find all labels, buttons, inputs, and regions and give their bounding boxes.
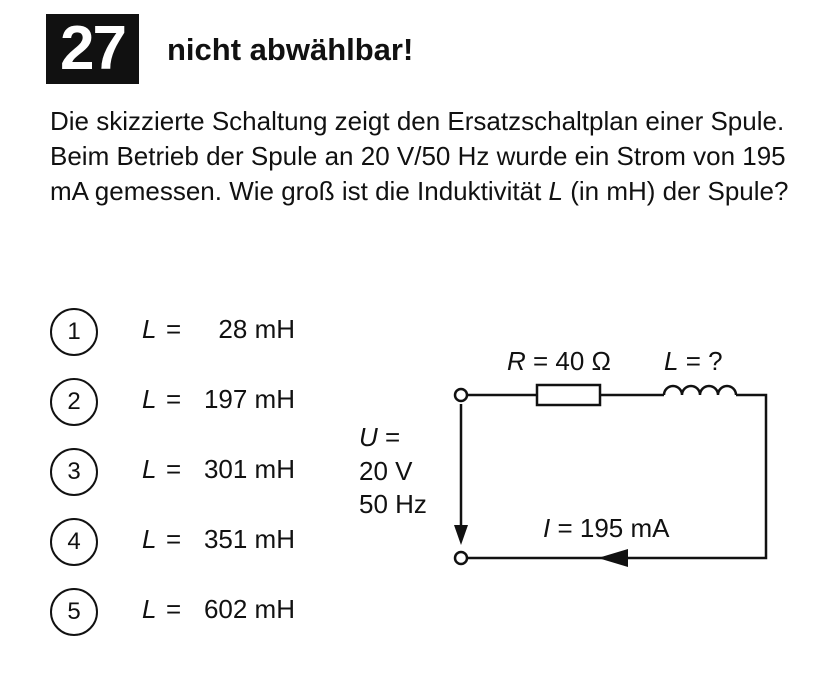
inductor-label — [664, 346, 723, 376]
question-text-var: L — [548, 176, 564, 206]
question-text-part2: (in mH) der Spule? — [563, 176, 789, 206]
inductor-label-var: L — [664, 346, 679, 376]
resistor-symbol — [537, 385, 600, 405]
question-title: nicht abwählbar! — [167, 32, 414, 67]
answer-value: 197 mH — [203, 384, 295, 414]
answer-variable: L — [142, 454, 157, 484]
resistor-label-var: R — [507, 346, 526, 376]
resistor-label-value: = 40 Ω — [525, 346, 611, 376]
frequency-value: 50 Hz — [359, 489, 427, 519]
current-label-var: I — [543, 513, 551, 543]
answer-number-circle: 5 — [50, 588, 98, 636]
answer-number-circle: 1 — [50, 308, 98, 356]
voltage-label — [359, 422, 400, 452]
inductor-label-value: = ? — [678, 346, 723, 376]
answer-value: 301 mH — [203, 454, 295, 484]
answer-value: 602 mH — [203, 594, 295, 624]
current-arrow-icon — [598, 549, 628, 567]
answer-value: 351 mH — [203, 524, 295, 554]
answer-variable: L — [142, 594, 157, 624]
terminal-top — [455, 389, 467, 401]
inductor-symbol — [664, 386, 736, 395]
current-label-value: = 195 mA — [550, 513, 670, 543]
question-number-badge: 27 — [46, 14, 139, 84]
answer-variable: L — [142, 384, 157, 414]
answer-value: 28 mH — [218, 314, 295, 344]
answer-number-circle: 4 — [50, 518, 98, 566]
terminal-bottom — [455, 552, 467, 564]
answer-equals: = — [166, 454, 182, 484]
answer-equals: = — [166, 524, 182, 554]
resistor-label — [507, 346, 611, 376]
voltage-arrow-icon — [454, 525, 468, 545]
answer-variable: L — [142, 314, 157, 344]
voltage-label-var: U — [359, 422, 378, 452]
question-text-part1: Die skizzierte Schaltung zeigt den Ersatzschaltplan einer Spule. Beim Betrieb der Spule an 20 V/50 Hz wurde ein Strom von 195 mA gemessen. Wie groß ist die Induktivität — [50, 106, 786, 206]
answer-equals: = — [166, 314, 182, 344]
answer-equals: = — [166, 594, 182, 624]
answer-number-circle: 2 — [50, 378, 98, 426]
current-label — [543, 513, 670, 543]
answer-variable: L — [142, 524, 157, 554]
answer-equals: = — [166, 384, 182, 414]
voltage-value: 20 V — [359, 456, 413, 486]
voltage-label-eq: = — [377, 422, 401, 452]
answer-number-circle: 3 — [50, 448, 98, 496]
